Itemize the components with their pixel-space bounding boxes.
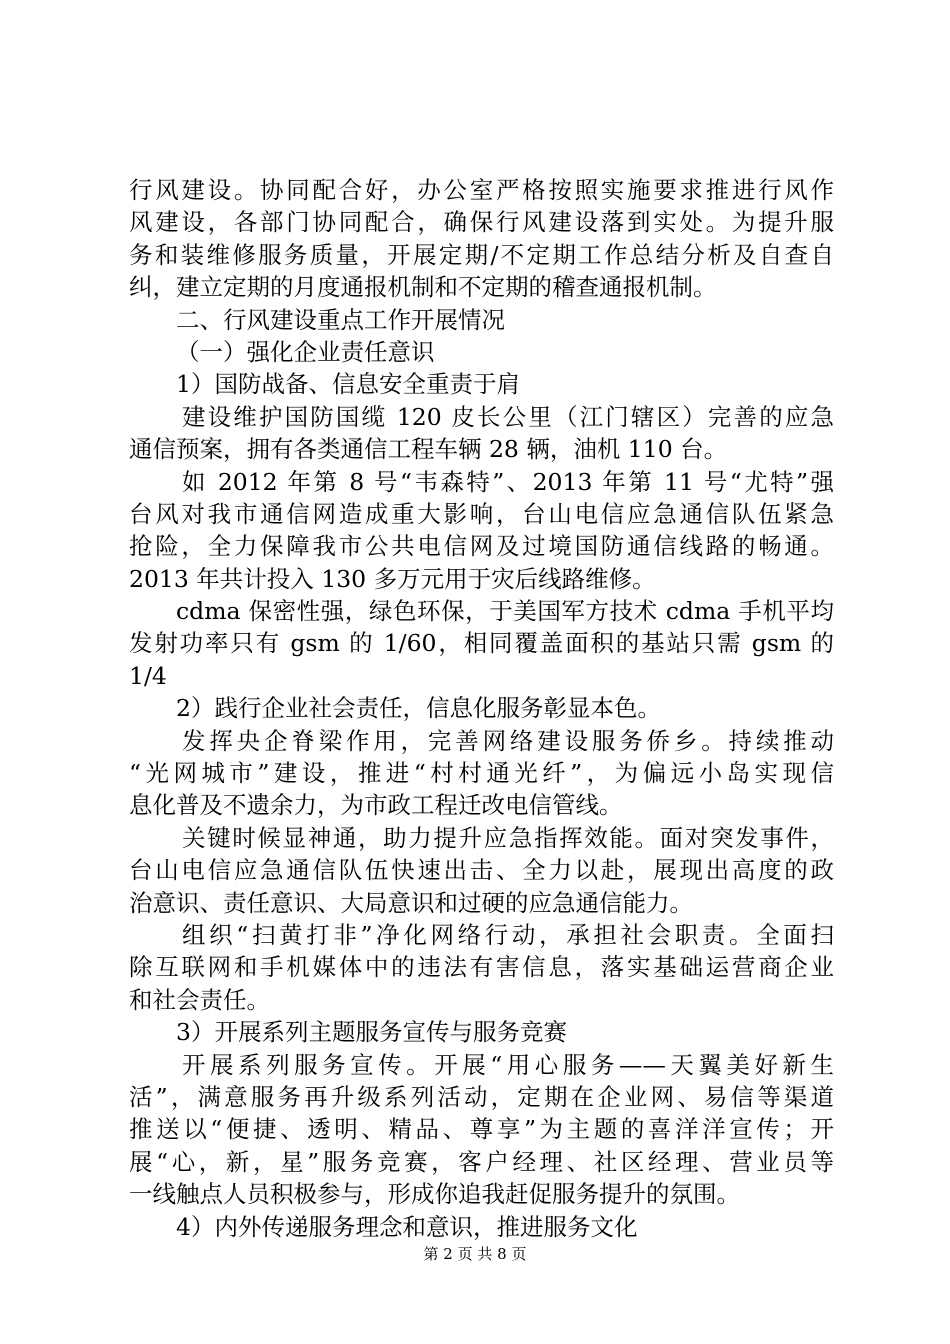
- text-line: 建设维护国防国缆 120 皮长公里（江门辖区）完善的应急: [182, 402, 834, 431]
- text-line: 关键时候显神通，助力提升应急指挥效能。面对突发事件，: [182, 823, 834, 852]
- text-line: 务和装维修服务质量，开展定期/不定期工作总结分析及自查自: [129, 240, 834, 269]
- text-line: 行风建设。协同配合好，办公室严格按照实施要求推进行风作: [129, 176, 834, 204]
- text-line: 展“心，新，星”服务竞赛，客户经理、社区经理、营业员等: [129, 1147, 834, 1176]
- text-line: 一线触点人员积极参与，形成你追我赶促服务提升的氛围。: [129, 1180, 740, 1209]
- text-line: “光网城市”建设，推进“村村通光纤”，为偏远小岛实现信: [129, 759, 834, 788]
- text-line: 息化普及不遗余力，为市政工程迁改电信管线。: [129, 791, 623, 820]
- text-line: 台风对我市通信网造成重大影响，台山电信应急通信队伍紧急: [129, 499, 834, 528]
- text-line: 如 2012 年第 8 号“韦森特”、2013 年第 11 号“尤特”强: [182, 467, 834, 496]
- text-line: 纠，建立定期的月度通报机制和不定期的稽查通报机制。: [129, 273, 717, 302]
- text-line: 台山电信应急通信队伍快速出击、全力以赴，展现出高度的政: [129, 856, 834, 885]
- text-line: 2）践行企业社会责任，信息化服务彰显本色。: [176, 694, 661, 723]
- document-body: [129, 174, 834, 1243]
- text-line: 发挥央企脊梁作用，完善网络建设服务侨乡。持续推动: [182, 726, 834, 755]
- text-line: 1/4: [129, 661, 167, 690]
- text-line: 除互联网和手机媒体中的违法有害信息，落实基础运营商企业: [129, 953, 834, 982]
- text-line: 1）国防战备、信息安全重责于肩: [176, 370, 520, 399]
- text-line: 风建设，各部门协同配合，确保行风建设落到实处。为提升服: [129, 208, 834, 237]
- page-number-label: 第 2 页 共 8 页: [423, 1245, 527, 1263]
- page-footer: [0, 1243, 950, 1264]
- text-line: 3）开展系列主题服务宣传与服务竞赛: [176, 1018, 567, 1047]
- text-line: 开展系列服务宣传。开展“用心服务——天翼美好新生: [182, 1050, 834, 1079]
- text-line: 通信预案，拥有各类通信工程车辆 28 辆，油机 110 台。: [129, 435, 728, 464]
- text-line: 抢险，全力保障我市公共电信网及过境国防通信线路的畅通。: [129, 532, 834, 561]
- text-line: 发射功率只有 gsm 的 1/60，相同覆盖面积的基站只需 gsm 的: [129, 629, 834, 658]
- text-line: 治意识、责任意识、大局意识和过硬的应急通信能力。: [129, 888, 693, 917]
- text-line: 推送以“便捷、透明、精品、尊享”为主题的喜洋洋宣传；开: [129, 1115, 834, 1144]
- text-line: cdma 保密性强，绿色环保，于美国军方技术 cdma 手机平均: [176, 597, 834, 626]
- text-line: 2013 年共计投入 130 多万元用于灾后线路维修。: [129, 564, 656, 593]
- text-line: 活”，满意服务再升级系列活动，定期在企业网、易信等渠道: [129, 1082, 834, 1111]
- text-line: 组织“扫黄打非”净化网络行动，承担社会职责。全面扫: [182, 920, 834, 949]
- text-line: 和社会责任。: [129, 985, 270, 1014]
- text-line: 二、行风建设重点工作开展情况: [176, 305, 505, 334]
- text-line: 4）内外传递服务理念和意识，推进服务文化: [176, 1212, 638, 1241]
- text-line: （一）强化企业责任意识: [176, 337, 435, 366]
